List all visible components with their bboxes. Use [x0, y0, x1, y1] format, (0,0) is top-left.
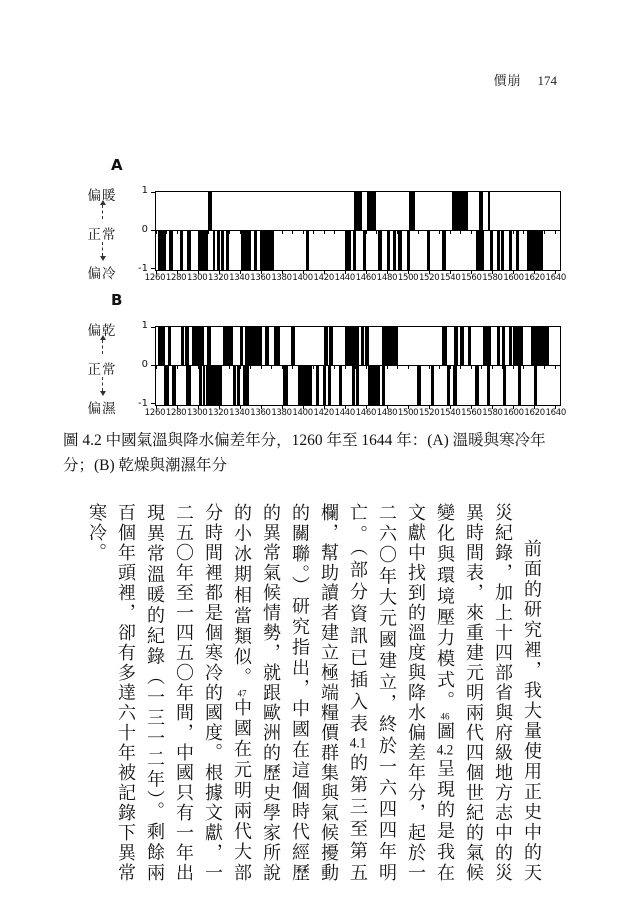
body-text-segment: 前面的研究裡，我大量使用正史中的天災紀錄，加上十四部省與府級地方志中的災異時間表，來重建元明兩代四個世紀的氣候變化與環境壓力模式。 — [435, 503, 542, 883]
bar-above — [502, 327, 505, 366]
footnote-ref: 47 — [237, 688, 247, 698]
x-tick-label: 1520 — [418, 408, 440, 418]
x-tick-label: 1500 — [397, 408, 419, 418]
x-tick-label: 1480 — [376, 273, 398, 283]
x-tick-label: 1300 — [186, 273, 208, 283]
minor-tick — [229, 366, 230, 369]
y-tick-0-b: 0 — [141, 359, 148, 370]
bar-below — [476, 231, 484, 270]
bar-below — [352, 366, 355, 405]
bar-below — [285, 366, 288, 405]
bar-above — [367, 192, 376, 231]
bar-above — [354, 192, 361, 231]
x-tick-label: 1500 — [397, 273, 419, 283]
bar-below — [198, 231, 208, 270]
minor-tick — [439, 366, 440, 369]
x-tick-label: 1300 — [186, 408, 208, 418]
x-tick-label: 1360 — [250, 408, 271, 418]
x-tick-label: 1480 — [376, 408, 398, 418]
minor-tick — [429, 366, 430, 369]
minor-tick — [166, 231, 167, 234]
x-tick-label: 1560 — [461, 273, 482, 283]
minor-tick — [292, 231, 293, 234]
minor-tick — [345, 366, 346, 369]
x-tick-label: 1340 — [229, 273, 250, 283]
minor-tick — [355, 231, 356, 234]
x-tick-label: 1400 — [292, 408, 313, 418]
minor-tick — [187, 231, 188, 234]
bar-above — [460, 327, 464, 366]
bar-above — [442, 327, 446, 366]
bar-below — [407, 231, 410, 270]
y-axis-tick — [151, 230, 155, 231]
figure-caption: 圖 4.2 中國氣溫與降水偏差年分，1260 年至 1644 年：(A) 溫暖與寒冷年分；(B) 乾燥與潮濕年分 — [63, 432, 546, 474]
y-axis-tick — [151, 327, 155, 328]
bar-below — [382, 366, 385, 405]
minor-tick — [166, 366, 167, 369]
minor-tick — [345, 231, 346, 234]
bar-above — [207, 327, 210, 366]
bar-below — [427, 231, 430, 270]
bar-above — [509, 327, 512, 366]
minor-tick — [303, 366, 304, 369]
bar-below — [501, 231, 504, 270]
bar-below — [221, 231, 224, 270]
bar-above — [185, 327, 188, 366]
bar-below — [475, 366, 479, 405]
minor-tick — [366, 366, 367, 369]
minor-tick — [492, 366, 493, 369]
bar-below — [518, 366, 521, 405]
bar-below — [356, 366, 358, 405]
x-tick-label: 1360 — [250, 273, 271, 283]
x-tick-label: 1620 — [524, 408, 545, 418]
page-number: 174 — [537, 73, 557, 88]
bar-above — [513, 327, 523, 366]
minor-tick — [177, 231, 178, 234]
bar-below — [490, 231, 493, 270]
bar-below — [368, 366, 380, 405]
bar-below — [206, 366, 222, 405]
minor-tick — [408, 366, 409, 369]
chart-a-cold-band — [156, 231, 560, 270]
bar-above — [291, 327, 294, 366]
bar-below — [353, 231, 356, 270]
minor-tick — [387, 231, 388, 234]
bar-below — [516, 231, 519, 270]
minor-tick — [313, 231, 314, 234]
x-tick-label: 1580 — [482, 273, 503, 283]
body-text-segment: 呈現的是我在文獻中找到的溫度與降水偏差年分，起於一二六〇年大元國建立，終於一六四四年明亡。（部分資訊已插入表 — [348, 503, 455, 883]
y-axis-tick — [151, 365, 155, 366]
minor-tick — [523, 231, 524, 234]
bar-below — [431, 366, 434, 405]
bar-below — [203, 366, 205, 405]
minor-tick — [502, 366, 503, 369]
minor-tick — [271, 231, 272, 234]
bar-above — [168, 327, 171, 366]
bar-below — [503, 366, 506, 405]
bar-below — [487, 366, 490, 405]
x-tick-label: 1640 — [545, 273, 566, 283]
bar-below — [527, 231, 543, 270]
bar-below — [169, 231, 173, 270]
chart-b-x-axis-labels — [144, 408, 566, 420]
bar-below — [158, 231, 166, 270]
y-tick-1-b: 1 — [141, 320, 148, 331]
bar-below — [345, 231, 351, 270]
bar-above — [483, 327, 490, 366]
body-text-segment: 中國在元明兩代大部分時間裡都是個寒冷的國度。根據文獻，一二五〇年至一四五〇年間，中國只有一年出現異常溫暖的紀錄（一三一二年）。剩餘兩百個年頭裡，卻有多達六十年被記錄下異常寒冷。 — [87, 503, 252, 883]
arrow-down-icon — [102, 242, 103, 256]
minor-tick — [492, 231, 493, 234]
x-tick-label: 1540 — [440, 273, 461, 283]
minor-tick — [418, 231, 419, 234]
bar-below — [453, 366, 457, 405]
minor-tick — [282, 231, 283, 234]
minor-tick — [439, 231, 440, 234]
minor-tick — [355, 366, 356, 369]
bar-above — [265, 327, 269, 366]
x-tick-label: 1560 — [461, 408, 482, 418]
y-axis-label-wet: 偏濕 — [87, 401, 117, 416]
x-tick-label: 1580 — [482, 408, 503, 418]
bar-below — [339, 366, 342, 405]
bar-below — [217, 231, 220, 270]
y-axis-tick — [151, 268, 155, 269]
minor-tick — [376, 366, 377, 369]
y-axis-label-dry: 偏乾 — [87, 323, 117, 338]
bar-below — [241, 231, 251, 270]
panel-label-b: B — [111, 291, 123, 309]
arrow-up-icon — [102, 340, 103, 354]
x-tick-label: 1400 — [292, 273, 313, 283]
body-paragraph — [80, 503, 546, 883]
panel-label-a: A — [111, 156, 123, 174]
bar-above — [329, 327, 333, 366]
x-tick-label: 1440 — [334, 408, 356, 418]
minor-tick — [334, 231, 335, 234]
minor-tick — [471, 231, 472, 234]
x-tick-label: 1380 — [271, 408, 292, 418]
bar-below — [187, 231, 190, 270]
minor-tick — [250, 366, 251, 369]
chart-b-wet-band — [156, 366, 560, 405]
x-tick-label: 1320 — [208, 408, 229, 418]
bar-above — [192, 327, 205, 366]
bar-above — [240, 327, 243, 366]
y-tick-1-a: 1 — [141, 185, 148, 196]
x-tick-label: 1640 — [545, 408, 566, 418]
minor-tick — [156, 366, 157, 369]
chart-a-plot — [155, 191, 561, 271]
x-tick-label: 1460 — [355, 273, 377, 283]
minor-tick — [303, 231, 304, 234]
bar-above — [181, 327, 184, 366]
footnote-ref: 46 — [440, 711, 450, 721]
minor-tick — [208, 366, 209, 369]
minor-tick — [334, 366, 335, 369]
minor-tick — [198, 366, 199, 369]
x-tick-label: 1520 — [418, 273, 440, 283]
minor-tick — [534, 366, 535, 369]
bar-below — [254, 231, 257, 270]
bar-below — [393, 231, 396, 270]
x-tick-label: 1600 — [503, 408, 524, 418]
bar-below — [233, 366, 236, 405]
x-tick-label: 1460 — [355, 408, 377, 418]
minor-tick — [502, 231, 503, 234]
bar-below — [260, 231, 274, 270]
x-tick-label: 1420 — [313, 408, 334, 418]
body-text-segment: 4.2 — [436, 742, 454, 758]
minor-tick — [513, 231, 514, 234]
bar-below — [199, 366, 202, 405]
bar-below — [164, 366, 168, 405]
bar-above — [488, 192, 490, 231]
bar-below — [387, 231, 390, 270]
running-head — [493, 70, 557, 89]
body-text-segment: 的第三至第五欄，幫助讀者建立極端糧價群集與氣候擾動的關聯。）研究指出，中國在這個時代經歷的異常氣候情勢，就跟歐洲的歷史學家所說的小冰期相當類似。 — [232, 503, 368, 883]
bar-below — [363, 231, 366, 270]
bar-below — [328, 366, 331, 405]
minor-tick — [429, 231, 430, 234]
bar-above — [382, 327, 399, 366]
minor-tick — [282, 366, 283, 369]
minor-tick — [156, 231, 157, 234]
minor-tick — [523, 366, 524, 369]
y-axis-label-warm: 偏暖 — [87, 188, 117, 203]
minor-tick — [177, 366, 178, 369]
y-axis-tick — [151, 192, 155, 193]
minor-tick — [313, 366, 314, 369]
bar-above — [468, 327, 471, 366]
bar-below — [306, 231, 309, 270]
x-tick-label: 1600 — [503, 273, 524, 283]
x-tick-label: 1540 — [440, 408, 461, 418]
chart-b-dry-band — [156, 327, 560, 366]
minor-tick — [208, 231, 209, 234]
bar-above — [497, 327, 500, 366]
bar-below — [174, 366, 176, 405]
minor-tick — [261, 366, 262, 369]
bar-below — [226, 231, 229, 270]
x-tick-label: 1340 — [229, 408, 250, 418]
minor-tick — [544, 366, 545, 369]
minor-tick — [324, 231, 325, 234]
bar-below — [398, 231, 401, 270]
minor-tick — [418, 366, 419, 369]
minor-tick — [555, 231, 556, 234]
minor-tick — [555, 366, 556, 369]
minor-tick — [450, 231, 451, 234]
x-tick-label: 1280 — [165, 408, 187, 418]
minor-tick — [544, 231, 545, 234]
chart-a-x-axis-labels — [144, 273, 566, 285]
minor-tick — [513, 366, 514, 369]
bar-below — [378, 231, 381, 270]
bar-above — [531, 327, 550, 366]
chart-b-plot — [155, 326, 561, 406]
arrow-up-icon — [102, 205, 103, 219]
minor-tick — [450, 366, 451, 369]
bar-below — [447, 366, 450, 405]
minor-tick — [481, 366, 482, 369]
minor-tick — [387, 366, 388, 369]
body-text-segment: 圖 — [435, 721, 455, 743]
minor-tick — [471, 366, 472, 369]
y-tick-neg1-a: -1 — [138, 263, 148, 274]
bar-below — [186, 366, 190, 405]
minor-tick — [250, 231, 251, 234]
x-tick-label: 1320 — [208, 273, 229, 283]
minor-tick — [481, 231, 482, 234]
bar-below — [316, 366, 319, 405]
bar-above — [223, 327, 232, 366]
minor-tick — [229, 231, 230, 234]
bar-below — [534, 366, 537, 405]
bar-below — [442, 231, 445, 270]
bar-above — [365, 327, 369, 366]
x-tick-label: 1380 — [271, 273, 292, 283]
bar-above — [274, 327, 280, 366]
x-tick-label: 1440 — [334, 273, 356, 283]
minor-tick — [187, 366, 188, 369]
x-tick-label: 1260 — [144, 273, 166, 283]
y-tick-neg1-b: -1 — [138, 398, 148, 409]
x-tick-label: 1420 — [313, 273, 334, 283]
bar-below — [497, 231, 500, 270]
minor-tick — [534, 231, 535, 234]
bar-above — [158, 327, 165, 366]
arrow-down-icon — [102, 377, 103, 391]
minor-tick — [376, 231, 377, 234]
bar-below — [323, 366, 326, 405]
bar-above — [452, 192, 468, 231]
bar-below — [298, 366, 313, 405]
minor-tick — [460, 231, 461, 234]
bar-above — [208, 192, 211, 231]
bar-above — [409, 192, 415, 231]
minor-tick — [324, 366, 325, 369]
bar-below — [243, 366, 249, 405]
bar-above — [245, 327, 262, 366]
minor-tick — [408, 231, 409, 234]
y-axis-tick — [151, 403, 155, 404]
bar-below — [509, 231, 512, 270]
minor-tick — [219, 366, 220, 369]
minor-tick — [271, 366, 272, 369]
bar-above — [361, 327, 364, 366]
minor-tick — [219, 231, 220, 234]
minor-tick — [397, 366, 398, 369]
y-axis-label-cold: 偏冷 — [87, 266, 117, 281]
minor-tick — [292, 366, 293, 369]
chart-a-warm-band — [156, 192, 560, 231]
y-axis-label-normal-b: 正常 — [87, 362, 117, 377]
bar-above — [345, 327, 359, 366]
bar-below — [213, 231, 215, 270]
book-title: 價崩 — [493, 73, 522, 88]
minor-tick — [240, 366, 241, 369]
y-tick-0-a: 0 — [141, 224, 148, 235]
bar-below — [417, 366, 421, 405]
minor-tick — [460, 366, 461, 369]
minor-tick — [261, 231, 262, 234]
minor-tick — [198, 231, 199, 234]
x-tick-label: 1620 — [524, 273, 545, 283]
bar-above — [324, 327, 328, 366]
x-tick-label: 1280 — [165, 273, 187, 283]
minor-tick — [366, 231, 367, 234]
minor-tick — [240, 231, 241, 234]
minor-tick — [397, 231, 398, 234]
bar-above — [454, 327, 458, 366]
bar-below — [237, 366, 240, 405]
body-text-segment: 4.1 — [349, 736, 367, 751]
x-tick-label: 1260 — [144, 408, 166, 418]
bar-above — [479, 192, 483, 231]
bar-below — [180, 231, 183, 270]
y-axis-label-normal-a: 正常 — [87, 227, 117, 242]
